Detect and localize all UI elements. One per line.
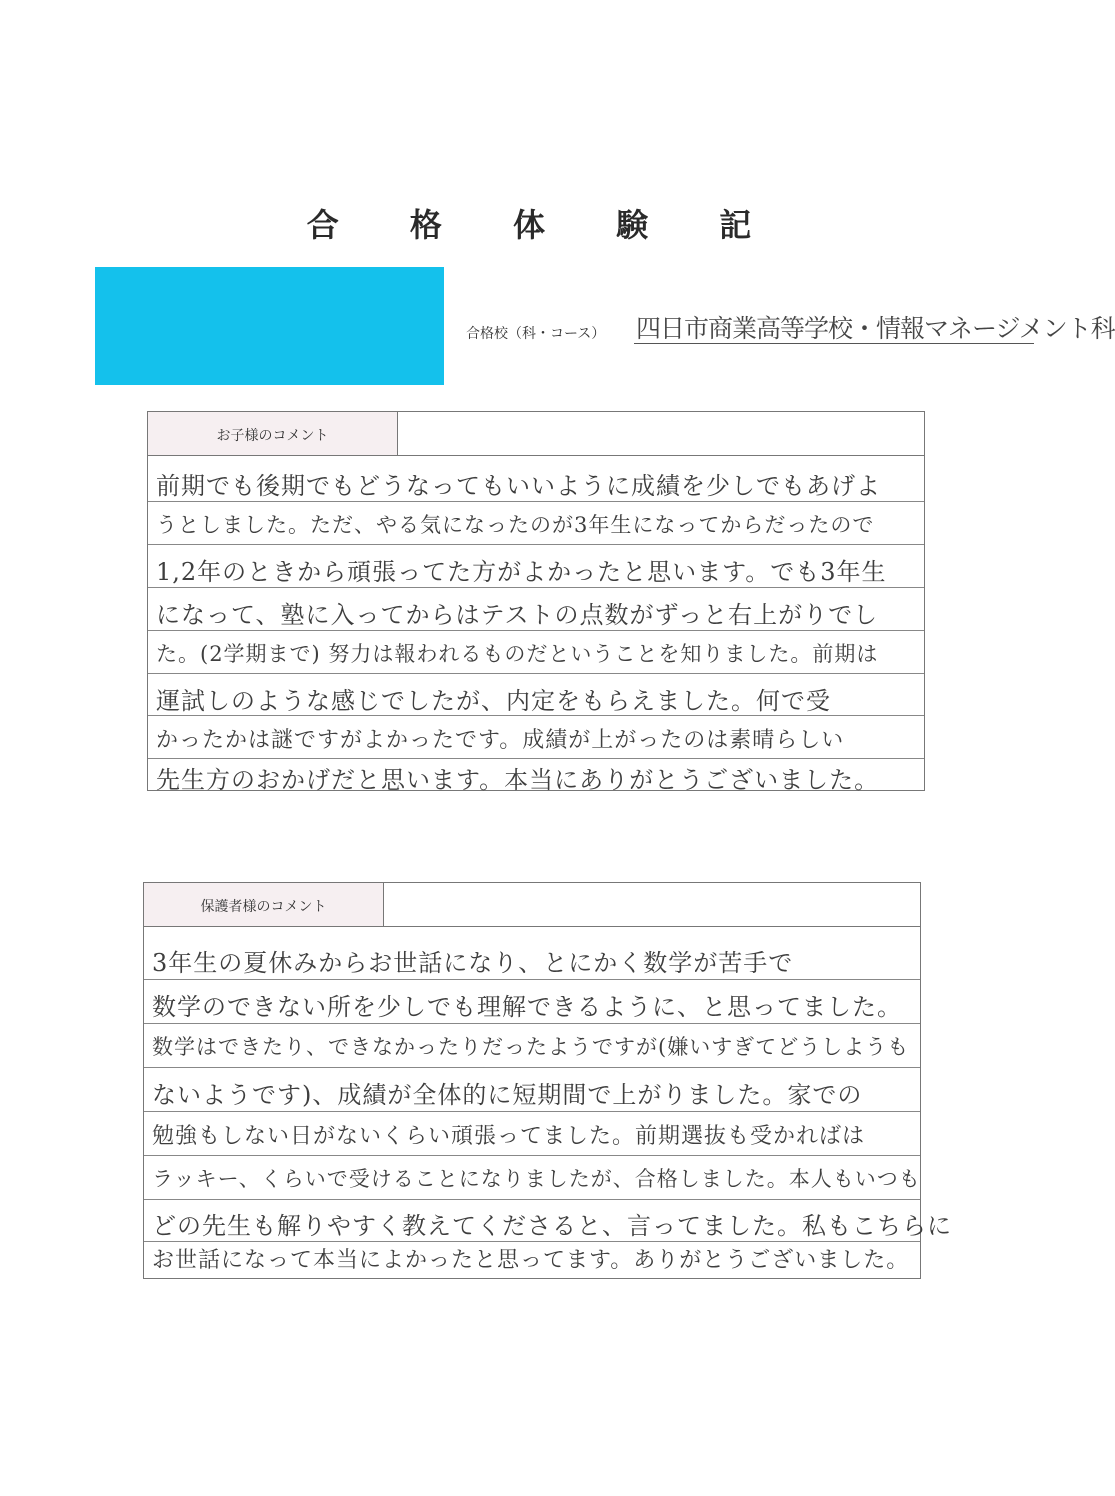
student-comment-line: 運試しのような感じでしたが、内定をもらえました。何で受 (156, 687, 831, 715)
student-comment-line: うとしました。ただ、やる気になったのが3年生になってからだったので (156, 513, 875, 537)
school-underline (634, 343, 1034, 344)
parent-comment-line: 3年生の夏休みからお世話になり、とにかく数学が苦手で (152, 949, 794, 977)
parent-comment-line: 勉強もしない日がないくらい頑張ってました。前期選抜も受かればは (152, 1124, 866, 1149)
student-comment-box (147, 411, 925, 794)
student-comment-header (148, 412, 398, 456)
parent-comment-line: どの先生も解りやすく教えてくださると、言ってました。私もこちらに (152, 1212, 952, 1240)
student-comment-line: 1,2年のときから頑張ってた方がよかったと思います。でも3年生 (156, 558, 887, 586)
student-comment-line: かったかは謎ですがよかったです。成績が上がったのは素晴らしい (156, 728, 845, 753)
school-row (466, 305, 1115, 345)
student-comment-line: た。(2学期まで) 努力は報われるものだということを知りました。前期は (156, 642, 879, 666)
student-comment-line: 前期でも後期でもどうなってもいいように成績を少しでもあげよ (156, 472, 881, 500)
parent-comment-box (143, 882, 952, 1279)
parent-comment-header (144, 883, 384, 927)
parent-comment-line: 数学のできない所を少しでも理解できるように、と思ってました。 (152, 993, 902, 1021)
parent-comment-line: 数学はできたり、できなかったりだったようですが(嫌いすぎてどうしようも (152, 1035, 910, 1059)
school-label: 合格校（科・コース） (466, 326, 606, 342)
parent-comment-header-label: 保護者様のコメント (200, 899, 327, 915)
page-title: 合 格 体 験 記 (306, 206, 782, 244)
student-comment-line: になって、塾に入ってからはテストの点数がずっと右上がりでし (156, 601, 879, 629)
student-comment-header-label: お子様のコメント (216, 428, 329, 444)
parent-comment-line: お世話になって本当によかったと思ってます。ありがとうございました。 (152, 1248, 910, 1273)
parent-comment-line: ないようです)、成績が全体的に短期間で上がりました。家での (152, 1081, 863, 1109)
student-comment-line: 先生方のおかげだと思います。本当にありがとうございました。 (156, 766, 880, 794)
school-value: 四日市商業高等学校・情報マネージメント科 (636, 314, 1115, 343)
redacted-name-block (95, 267, 444, 385)
parent-comment-line: ラッキー、くらいで受けることになりましたが、合格しました。本人もいつも (152, 1167, 921, 1191)
